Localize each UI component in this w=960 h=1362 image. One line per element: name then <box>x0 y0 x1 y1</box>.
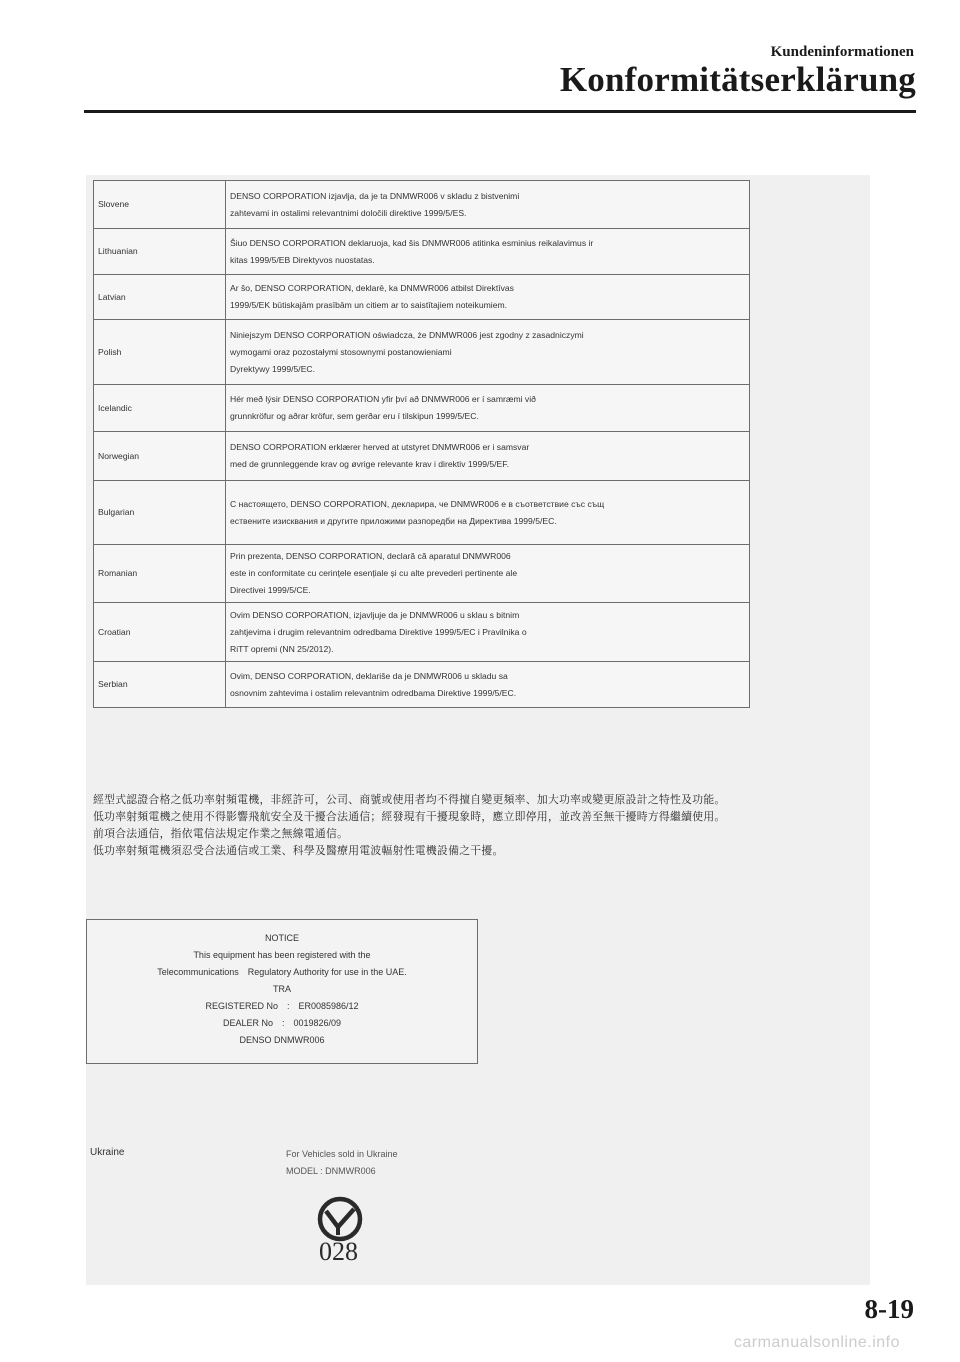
declaration-row <box>94 385 750 432</box>
declaration-text <box>226 181 750 229</box>
declaration-text <box>226 432 750 481</box>
declaration-row <box>94 320 750 385</box>
declaration-language: Croatian <box>94 603 226 662</box>
declaration-row <box>94 545 750 603</box>
ukraine-model: MODEL : DNMWR006 <box>286 1166 376 1176</box>
declaration-text <box>226 481 750 545</box>
declaration-text <box>226 603 750 662</box>
declaration-language: Bulgarian <box>94 481 226 545</box>
declaration-row <box>94 275 750 320</box>
declaration-language: Latvian <box>94 275 226 320</box>
declaration-text-line: med de grunnleggende krav og øvrige relevante krav i direktiv 1999/5/EF. <box>230 459 509 469</box>
declaration-language: Slovene <box>94 181 226 229</box>
taiwan-notice <box>93 792 873 860</box>
declaration-row <box>94 432 750 481</box>
declaration-text-line: Ovim DENSO CORPORATION, izjavljuje da je DNMWR006 u sklau s bitnim <box>230 609 520 620</box>
uae-notice-line: TRA <box>273 984 291 994</box>
declaration-text-line: este in conformitate cu cerințele esențiale și cu alte prevederi pertinente ale <box>230 568 518 578</box>
declaration-text-line: Dyrektywy 1999/5/EC. <box>230 363 316 374</box>
declaration-text-line: DENSO CORPORATION erklærer herved at utstyret DNMWR006 er i samsvar <box>230 442 530 452</box>
ukraine-info <box>286 1146 398 1180</box>
uae-notice-line: This equipment has been registered with the <box>193 950 371 960</box>
declaration-text-line: Directivei 1999/5/CE. <box>230 585 311 595</box>
page-number: 8-19 <box>864 1294 914 1324</box>
declaration-language: Icelandic <box>94 385 226 432</box>
declaration-language: Romanian <box>94 545 226 603</box>
declaration-row <box>94 181 750 229</box>
uae-registered-number: REGISTERED No : ER0085986/12 <box>205 1001 359 1011</box>
taiwan-notice-line: 經型式認證合格之低功率射頻電機，非經許可，公司、商號或使用者均不得擅自變更頻率、加大功率或變更原設計之特性及功能。 <box>93 794 726 806</box>
ukraine-label: Ukraine <box>90 1147 125 1158</box>
declaration-text <box>226 275 750 320</box>
declaration-text-line: С настоящето, DENSO CORPORATION, декларира, че DNMWR006 е в съответствие със същ <box>230 498 605 509</box>
declaration-text-line: 1999/5/EK būtiskajām prasībām un citiem ar to saistītajiem noteikumiem. <box>230 300 508 310</box>
uae-notice-heading: NOTICE <box>264 933 299 943</box>
declaration-text-line: Niniejszym DENSO CORPORATION oświadcza, że DNMWR006 jest zgodny z zasadniczymi <box>230 329 584 340</box>
declaration-text-line: Šiuo DENSO CORPORATION deklaruoja, kad šis DNMWR006 atitinka esminius reikalavimus ir <box>230 237 594 248</box>
declaration-text <box>226 385 750 432</box>
uae-notice-line: Telecommunications Regulatory Authority for use in the UAE. <box>157 967 407 977</box>
page-title: Konformitätserklärung <box>559 60 916 99</box>
header-divider <box>84 110 916 113</box>
declaration-text <box>226 320 750 385</box>
declaration-text-line: Hér með lýsir DENSO CORPORATION yfir því að DNMWR006 er í samræmi við <box>230 394 536 404</box>
declaration-row <box>94 662 750 708</box>
declaration-text <box>226 545 750 603</box>
declaration-language: Polish <box>94 320 226 385</box>
declaration-row <box>94 481 750 545</box>
declaration-text-line: Ovim, DENSO CORPORATION, deklariše da je DNMWR006 u skladu sa <box>230 670 508 681</box>
declaration-language: Norwegian <box>94 432 226 481</box>
uae-dealer-number: DEALER No : 0019826/09 <box>222 1018 342 1028</box>
declaration-text-line: RiTT opremi (NN 25/2012). <box>230 643 334 654</box>
declaration-text-line: kitas 1999/5/EB Direktyvos nuostatas. <box>230 254 375 265</box>
section-label: Kundeninformationen <box>770 44 914 60</box>
taiwan-notice-line: 低功率射頻電機須忍受合法通信或工業、科學及醫療用電波輻射性電機設備之干擾。 <box>93 845 504 857</box>
taiwan-notice-line: 低功率射頻電機之使用不得影響飛航安全及干擾合法通信；經發現有干擾現象時，應立即停用，並改善至無干擾時方得繼續使用。 <box>93 811 726 823</box>
declaration-text-line: DENSO CORPORATION izjavlja, da je ta DNMWR006 v skladu z bistvenimi <box>230 190 520 201</box>
taiwan-notice-line: 前項合法通信，指依電信法規定作業之無線電通信。 <box>93 828 349 840</box>
declaration-text-line: grunnkröfur og aðrar kröfur, sem gerðar eru í tilskipun 1999/5/EC. <box>230 411 479 421</box>
declaration-text-line: zahtjevima i drugim relevantnim odredbama Direktive 1999/5/EC i Pravilnika o <box>230 626 527 637</box>
declaration-table <box>93 180 750 708</box>
declaration-text <box>226 229 750 275</box>
uae-model: DENSO DNMWR006 <box>239 1035 325 1045</box>
declaration-text-line: osnovnim zahtevima i ostalim relevantnim odredbama Direktive 1999/5/EC. <box>230 687 517 698</box>
uae-notice-box <box>86 919 478 1064</box>
ukraine-mark-code: 028 <box>319 1237 358 1266</box>
site-watermark: carmanualsonline.info <box>733 1334 900 1351</box>
declaration-language: Lithuanian <box>94 229 226 275</box>
declaration-text-line: Ar šo, DENSO CORPORATION, deklarē, ka DNMWR006 atbilst Direktīvas <box>230 283 514 293</box>
declaration-text <box>226 662 750 708</box>
declaration-row <box>94 229 750 275</box>
declaration-row <box>94 603 750 662</box>
declaration-text-line: zahtevami in ostalimi relevantnimi določili direktive 1999/5/ES. <box>230 207 467 218</box>
declaration-text-line: wymogami oraz pozostałymi stosownymi postanowieniami <box>230 346 452 357</box>
declaration-text-line: ествените изисквания и другите приложими разпоредби на Директива 1999/5/EC. <box>230 515 557 526</box>
declaration-text-line: Prin prezenta, DENSO CORPORATION, declară că aparatul DNMWR006 <box>230 551 511 561</box>
declaration-language: Serbian <box>94 662 226 708</box>
ukraine-info-line: For Vehicles sold in Ukraine <box>286 1149 398 1159</box>
